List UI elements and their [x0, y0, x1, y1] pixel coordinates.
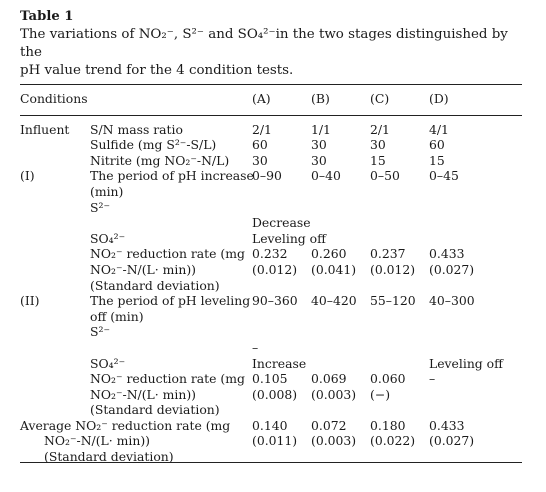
cell: (0.012)	[370, 261, 416, 277]
cell: 40–420	[311, 293, 357, 309]
caption-line-2: pH value trend for the 4 condition tests.	[20, 63, 294, 78]
cell: 0.140	[252, 417, 288, 433]
group-stage-1: (I)	[20, 168, 35, 184]
row-label: Average NO₂⁻ reduction rate (mg	[20, 417, 231, 433]
caption-line-1: The variations of NO₂⁻, S²⁻ and SO₄²⁻in the two stages distinguished by the	[20, 27, 508, 60]
row-label: NO₂⁻ reduction rate (mg	[90, 371, 245, 387]
cell: 4/1	[429, 121, 449, 137]
header-col-c: (C)	[370, 91, 390, 106]
header-row	[20, 85, 522, 107]
cell: 55–120	[370, 293, 416, 309]
table-row	[20, 418, 522, 434]
table-row	[20, 137, 522, 153]
cell: 30	[252, 152, 268, 168]
cell: (0.041)	[311, 261, 357, 277]
table-row	[20, 168, 522, 184]
cell: 2/1	[252, 121, 272, 137]
row-label: (min)	[90, 183, 124, 199]
cell: 90–360	[252, 293, 298, 309]
table-row	[20, 122, 522, 138]
header-col-b: (B)	[311, 91, 330, 106]
data-table	[20, 85, 522, 107]
table-row	[20, 309, 522, 325]
row-label: S/N mass ratio	[90, 121, 183, 137]
table-row	[20, 246, 522, 262]
row-label: off (min)	[90, 308, 144, 324]
cell: (−)	[370, 386, 391, 402]
table-row	[20, 262, 522, 278]
table-figure	[20, 8, 522, 465]
row-label: NO₂⁻-N/(L· min))	[44, 433, 151, 449]
row-label: (Standard deviation)	[90, 277, 220, 293]
table-row	[20, 433, 522, 449]
cell: –	[429, 371, 436, 387]
cell: 0.232	[252, 246, 288, 262]
cell: (0.011)	[252, 433, 298, 449]
cell: (0.003)	[311, 433, 357, 449]
group-influent: Influent	[20, 121, 70, 137]
cell: 60	[429, 137, 445, 153]
cell: (0.027)	[429, 261, 475, 277]
header-rule	[20, 115, 522, 116]
row-label: SO₄²⁻	[90, 355, 126, 371]
table-row	[20, 324, 522, 340]
row-label: SO₄²⁻	[90, 230, 126, 246]
table-row	[20, 278, 522, 294]
bottom-rule	[20, 462, 522, 463]
cell: Leveling off	[429, 355, 503, 371]
table-row	[20, 215, 522, 231]
cell: Increase	[252, 355, 307, 371]
table-row	[20, 402, 522, 418]
cell: 15	[370, 152, 386, 168]
row-label: S²⁻	[90, 199, 110, 215]
cell: 60	[252, 137, 268, 153]
cell: 0–50	[370, 168, 400, 184]
cell: 30	[311, 137, 327, 153]
cell: 30	[370, 137, 386, 153]
cell	[429, 387, 522, 403]
cell: 0–90	[252, 168, 282, 184]
cell: Leveling off	[252, 230, 326, 246]
header-conditions: Conditions	[20, 91, 88, 106]
table-row	[20, 371, 522, 387]
group-stage-2: (II)	[20, 293, 40, 309]
cell: 0.433	[429, 417, 465, 433]
cell: Decrease	[252, 215, 311, 231]
row-label: The period of pH leveling	[90, 293, 251, 309]
cell: (0.008)	[252, 386, 298, 402]
cell: –	[252, 339, 259, 355]
table-row	[20, 293, 522, 309]
table-row	[20, 340, 522, 356]
row-label: NO₂⁻-N/(L· min))	[90, 386, 197, 402]
row-label: Sulfide (mg S²⁻-S/L)	[90, 137, 217, 153]
cell: (0.012)	[252, 261, 298, 277]
row-label: NO₂⁻-N/(L· min))	[90, 261, 197, 277]
row-label: (Standard deviation)	[44, 449, 174, 465]
table-row	[20, 387, 522, 403]
row-label: (Standard deviation)	[90, 402, 220, 418]
header-col-d: (D)	[429, 91, 449, 106]
cell: 0.072	[311, 417, 347, 433]
row-label: Nitrite (mg NO₂⁻-N/L)	[90, 152, 230, 168]
cell: 0.260	[311, 246, 347, 262]
row-label: The period of pH increase	[90, 168, 254, 184]
cell: 0.180	[370, 417, 406, 433]
cell: (0.027)	[429, 433, 475, 449]
row-label: S²⁻	[90, 324, 110, 340]
data-table-body	[20, 122, 522, 465]
cell: 0.433	[429, 246, 465, 262]
row-label: NO₂⁻ reduction rate (mg	[90, 246, 245, 262]
header-col-a: (A)	[252, 91, 271, 106]
cell: (0.003)	[311, 386, 357, 402]
table-row	[20, 184, 522, 200]
cell: 30	[311, 152, 327, 168]
table-row	[20, 231, 522, 247]
table-row	[20, 356, 522, 372]
cell: 2/1	[370, 121, 390, 137]
cell: 0.060	[370, 371, 406, 387]
cell: 0–40	[311, 168, 341, 184]
table-row	[20, 200, 522, 216]
cell: 0.105	[252, 371, 288, 387]
table-caption	[20, 26, 522, 80]
cell: 40–300	[429, 293, 475, 309]
cell: 15	[429, 152, 445, 168]
cell: 0–45	[429, 168, 459, 184]
table-label: Table 1	[20, 9, 74, 24]
table-row	[20, 153, 522, 169]
cell: 0.237	[370, 246, 406, 262]
cell: (0.022)	[370, 433, 416, 449]
cell: 0.069	[311, 371, 347, 387]
cell: 1/1	[311, 121, 331, 137]
